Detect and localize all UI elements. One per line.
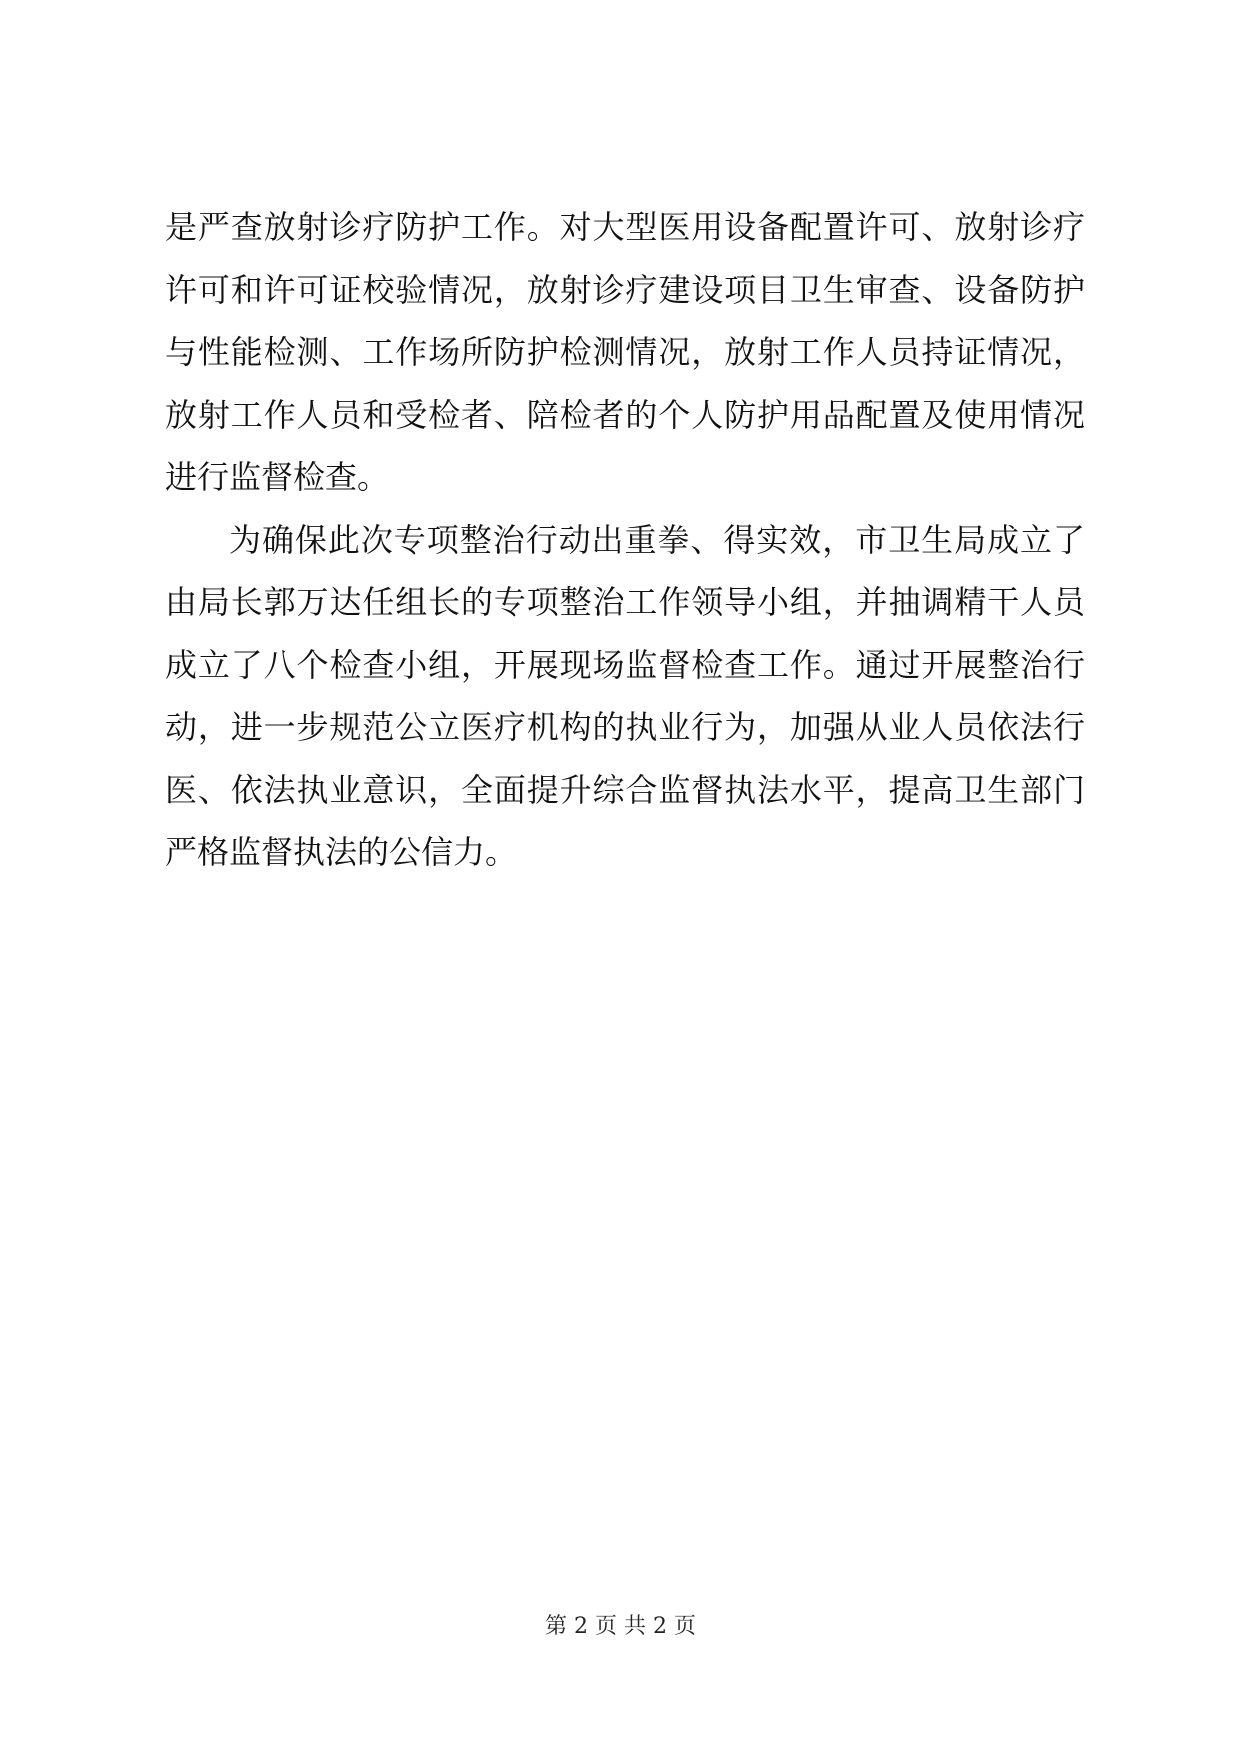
page-footer: 第 2 页 共 2 页: [545, 1614, 696, 1639]
document-body: [165, 196, 1085, 884]
paragraph-task-force: 为确保此次专项整治行动出重拳、得实效，市卫生局成立了由局长郭万达任组长的专项整治工作领导小组，并抽调精干人员成立了八个检查小组，开展现场监督检查工作。通过开展整治行动，进一步规范公立医疗机构的执业行为，加强从业人员依法行医、依法执业意识，全面提升综合监督执法水平，提高卫生部门严格监督执法的公信力。: [165, 520, 1085, 871]
paragraph-radiation-inspection: 是严查放射诊疗防护工作。对大型医用设备配置许可、放射诊疗许可和许可证校验情况，放射诊疗建设项目卫生审查、设备防护与性能检测、工作场所防护检测情况，放射工作人员持证情况，放射工作人员和受检者、陪检者的个人防护用品配置及使用情况进行监督检查。: [165, 208, 1085, 496]
